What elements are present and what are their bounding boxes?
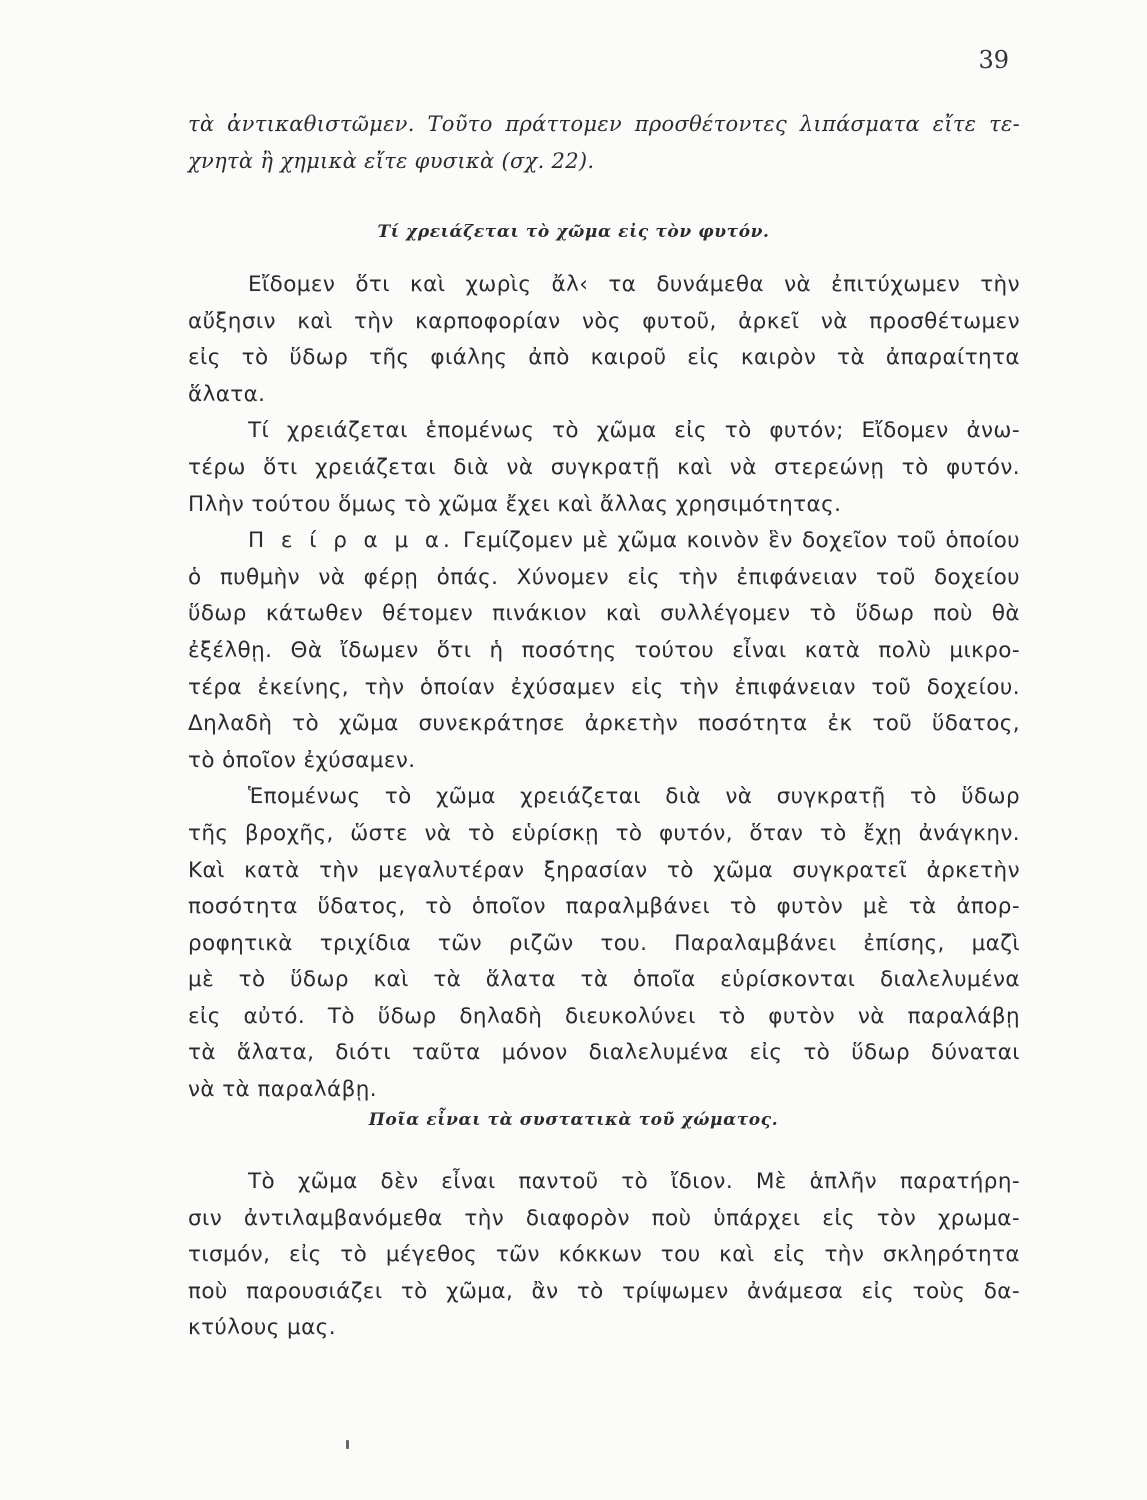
text-line: τὸ ὁποῖον ἐχύσαμεν.	[188, 747, 416, 773]
text-line: Πλὴν τούτου ὅμως τὸ χῶμα ἔχει καὶ ἄλλας χρησιμότητας.	[188, 491, 842, 517]
experiment-label: Π ε ί ρ α μ α.	[248, 528, 454, 554]
text-line: κτύλους μας.	[188, 1315, 336, 1341]
text-line: ποὺ παρουσιάζει τὸ χῶμα, ἂν τὸ τρίψωμεν ἀνάμεσα εἰς τοὺς δα-	[188, 1278, 1020, 1304]
section-heading-1: Τί χρειάζεται τὸ χῶμα εἰς τὸν φυτόν.	[377, 222, 770, 242]
text-line: εἰς αὐτό. Τὸ ὕδωρ δηλαδὴ διευκολύνει τὸ φυτὸν νὰ παραλάβῃ	[188, 1003, 1020, 1029]
text-line: μὲ τὸ ὕδωρ καὶ τὰ ἅλατα τὰ ὁποῖα εὑρίσκονται διαλελυμένα	[188, 967, 1020, 993]
text-line: νὰ τὰ παραλάβῃ.	[188, 1077, 377, 1103]
text-line: ἐξέλθῃ. Θὰ ἴδωμεν ὅτι ἡ ποσότης τούτου εἶναι κατὰ πολὺ μικρο-	[188, 637, 1020, 663]
text-line: τὰ ἀντικαθιστῶμεν. Τοῦτο πράττομεν προσθέτοντες λιπάσματα εἴτε τε-	[188, 112, 1020, 136]
page-number: 39	[978, 46, 1009, 74]
text-line: τὰ ἅλατα, διότι ταῦτα μόνον διαλελυμένα εἰς τὸ ὕδωρ δύναται	[188, 1040, 1020, 1066]
text-line: εἰς τὸ ὕδωρ τῆς φιάλης ἀπὸ καιροῦ εἰς καιρὸν τὰ ἀπαραίτητα	[188, 345, 1020, 371]
text-line: τισμόν, εἰς τὸ μέγεθος τῶν κόκκων του καὶ εἰς τὴν σκληρότητα	[188, 1242, 1020, 1268]
text-line: χνητὰ ἢ χημικὰ εἴτε φυσικὰ (σχ. 22).	[188, 149, 595, 173]
text-line: Ἑπομένως τὸ χῶμα χρειάζεται διὰ νὰ συγκρατῇ τὸ ὕδωρ	[248, 784, 1020, 810]
text-line: Τί χρειάζεται ἑπομένως τὸ χῶμα εἰς τὸ φυτόν; Εἴδομεν ἀνω-	[248, 418, 1020, 444]
text-line: ροφητικὰ τριχίδια τῶν ριζῶν του. Παραλαμβάνει ἐπίσης, μαζὶ	[188, 930, 1020, 956]
text-line: ὕδωρ κάτωθεν θέτομεν πινάκιον καὶ συλλέγομεν τὸ ὕδωρ ποὺ θὰ	[188, 601, 1020, 627]
section-2-body	[188, 1164, 1020, 1347]
text-line: Εἴδομεν ὅτι καὶ χωρὶς ἄλ‹ τα δυνάμεθα νὰ ἐπιτύχωμεν τὴν	[248, 272, 1020, 297]
text-line: τῆς βροχῆς, ὥστε νὰ τὸ εὑρίσκῃ τὸ φυτόν, ὅταν τὸ ἔχῃ ἀνάγκην.	[188, 820, 1020, 846]
text-line: ἅλατα.	[188, 381, 266, 407]
text-line: Τὸ χῶμα δὲν εἶναι παντοῦ τὸ ἴδιον. Μὲ ἁπλῆν παρατήρη-	[248, 1169, 1020, 1194]
section-1-body	[188, 267, 1020, 1109]
text-line: Καὶ κατὰ τὴν μεγαλυτέραν ξηρασίαν τὸ χῶμα συγκρατεῖ ἀρκετὴν	[188, 857, 1020, 883]
text-line: ὁ πυθμὴν νὰ φέρῃ ὀπάς. Χύνομεν εἰς τὴν ἐπιφάνειαν τοῦ δοχείου	[188, 564, 1020, 590]
text-line: Δηλαδὴ τὸ χῶμα συνεκράτησε ἀρκετὴν ποσότητα ἐκ τοῦ ὕδατος,	[188, 711, 1020, 737]
text-line: σιν ἀντιλαμβανόμεθα τὴν διαφορὸν ποὺ ὑπάρχει εἰς τὸν χρωμα-	[188, 1205, 1020, 1231]
scan-speck	[346, 1440, 349, 1449]
text-line: τέρα ἐκείνης, τὴν ὁποίαν ἐχύσαμεν εἰς τὴν ἐπιφάνειαν τοῦ δοχείου.	[188, 674, 1020, 700]
text-line: τέρω ὅτι χρειάζεται διὰ νὰ συγκρατῇ καὶ νὰ στερεώνῃ τὸ φυτόν.	[188, 454, 1020, 480]
section-heading-2: Ποῖα εἶναι τὰ συστατικὰ τοῦ χώματος.	[368, 1110, 779, 1130]
experiment-line	[188, 523, 1020, 560]
intro-paragraph	[188, 106, 1020, 180]
text-line: Γεμίζομεν μὲ χῶμα κοινὸν ἓν δοχεῖον τοῦ ὁποίου	[462, 528, 1021, 554]
text-line: ποσότητα ὕδατος, τὸ ὁποῖον παραλμβάνει τὸ φυτὸν μὲ τὰ ἀπορ-	[188, 894, 1020, 920]
text-line: αὔξησιν καὶ τὴν καρποφορίαν νὸς φυτοῦ, ἀρκεῖ νὰ προσθέτωμεν	[188, 308, 1020, 334]
